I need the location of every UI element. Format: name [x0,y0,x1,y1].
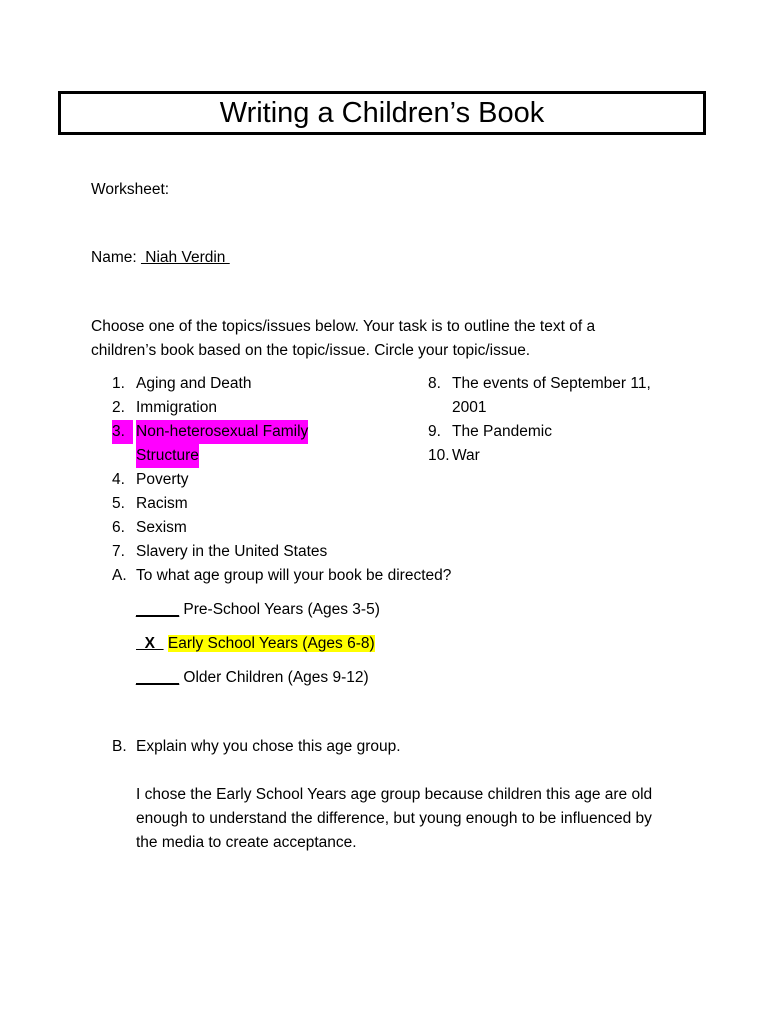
item-text: Poverty [136,471,189,488]
question-b-letter: B. [112,738,127,755]
item-text-continued: 2001 [452,399,487,416]
question-a-letter: A. [112,567,127,584]
worksheet-label: Worksheet: [91,181,170,198]
instructions-line-1: Choose one of the topics/issues below. Your task is to outline the text of a [91,318,596,335]
item-text: The events of September 11, [452,375,651,392]
item-number: 7. [112,543,125,560]
option-label: Pre-School Years (Ages 3-5) [183,601,380,618]
item-number: 8. [428,375,441,392]
item-text: Racism [136,495,188,512]
item-number: 9. [428,423,441,440]
name-line [91,246,230,270]
item-text: War [452,447,480,464]
age-option-preschool [136,598,380,622]
option-label: Early School Years (Ages 6-8) [167,635,375,652]
item-text: Non-heterosexual Family [136,420,308,444]
age-option-early-school [136,632,375,656]
answer-b-text: I chose the Early School Years age group because children this age are old enough to understand the difference, but young enough to be influenced by the media to create acceptance. [136,786,653,851]
age-option-older [136,666,369,690]
title-box [58,91,706,135]
item-number: 3. [112,420,133,444]
question-b-text: Explain why you chose this age group. [136,738,401,755]
item-number: 4. [112,471,125,488]
item-text: Aging and Death [136,375,252,392]
instructions-line-2: children’s book based on the topic/issue. Circle your topic/issue. [91,342,531,359]
name-value: Niah Verdin [140,249,230,266]
item-number: 2. [112,399,125,416]
page-title: Writing a Children’s Book [219,96,545,129]
name-label: Name: [91,249,137,266]
item-text-continued: Structure [136,444,199,468]
item-number: 1. [112,375,125,392]
item-number: 10. [428,447,450,464]
item-text: Slavery in the United States [136,543,328,560]
option-mark-selected: X [136,635,164,652]
item-number: 5. [112,495,125,512]
item-text: The Pandemic [452,423,552,440]
option-mark: _____ [136,601,180,618]
option-mark: _____ [136,669,180,686]
item-text: Immigration [136,399,217,416]
question-a-text: To what age group will your book be directed? [136,567,452,584]
option-label: Older Children (Ages 9-12) [183,669,369,686]
item-number: 6. [112,519,125,536]
item-text: Sexism [136,519,187,536]
